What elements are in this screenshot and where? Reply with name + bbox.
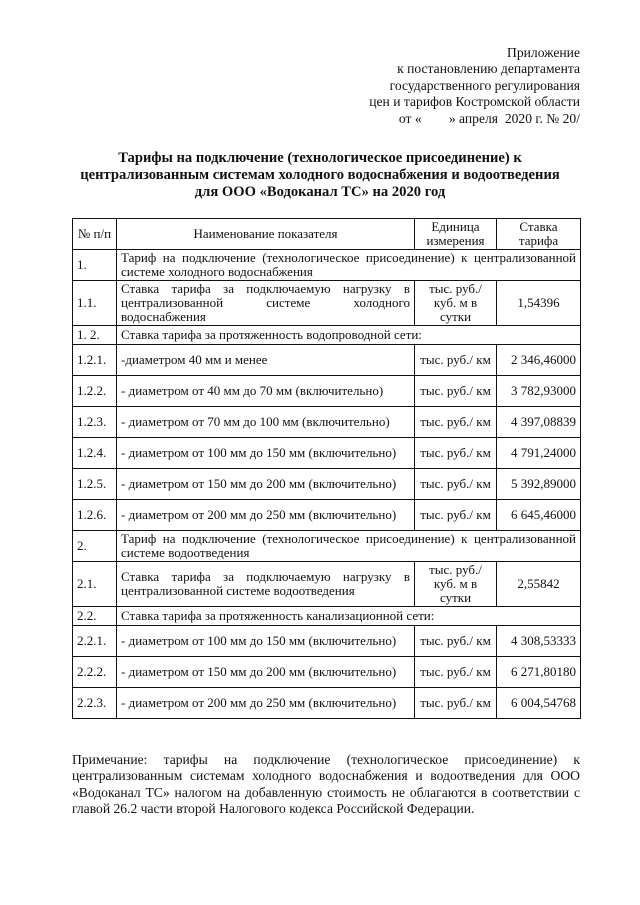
table-row	[73, 688, 581, 719]
table-row	[73, 326, 581, 345]
header-num: № п/п	[73, 219, 117, 250]
row-rate: 6 271,80180	[497, 657, 581, 688]
row-num: 2.2.1.	[73, 626, 117, 657]
row-unit: тыс. руб./ км	[415, 500, 497, 531]
note-paragraph: Примечание: тарифы на подключение (технологическое присоединение) к централизованным системам холодного водоснабжения и водоотведения для ООО «Водоканал ТС» налогом на добавленную стоимость не облагаются в соответствии с главой 26.2 части второй Налогового кодекса Российской Федерации.	[72, 752, 580, 817]
table-row	[73, 281, 581, 326]
row-name: Ставка тарифа за протяженность водопроводной сети:	[117, 326, 581, 345]
row-name: Тариф на подключение (технологическое присоединение) к централизованной системе холодного водоснабжения	[117, 250, 581, 281]
row-rate: 5 392,89000	[497, 469, 581, 500]
row-rate: 6 645,46000	[497, 500, 581, 531]
appendix-line: от « » апреля 2020 г. № 20/	[398, 110, 580, 126]
row-rate: 4 397,08839	[497, 407, 581, 438]
row-num: 1.2.4.	[73, 438, 117, 469]
title-line: централизованным системам холодного водоснабжения и водоотведения	[80, 167, 560, 183]
table-row	[73, 626, 581, 657]
row-unit: тыс. руб./ км	[415, 438, 497, 469]
row-name: - диаметром от 150 мм до 200 мм (включительно)	[117, 469, 415, 500]
appendix-line: Приложение	[507, 45, 580, 60]
row-num: 2.2.	[73, 607, 117, 626]
row-num: 1.2.6.	[73, 500, 117, 531]
row-name: Ставка тарифа за подключаемую нагрузку в централизованной системе холодного водоснабжения	[117, 281, 415, 326]
appendix-line: цен и тарифов Костромской области	[369, 94, 580, 110]
row-rate: 6 004,54768	[497, 688, 581, 719]
row-name: Ставка тарифа за протяженность канализационной сети:	[117, 607, 581, 626]
table-row	[73, 407, 581, 438]
row-rate: 2 346,46000	[497, 345, 581, 376]
table-row	[73, 657, 581, 688]
appendix-line: государственного регулирования	[389, 77, 580, 93]
table-row	[73, 562, 581, 607]
row-unit: тыс. руб./ куб. м в сутки	[415, 562, 497, 607]
row-unit: тыс. руб./ км	[415, 657, 497, 688]
row-name: - диаметром от 100 мм до 150 мм (включительно)	[117, 438, 415, 469]
table-row	[73, 345, 581, 376]
row-unit: тыс. руб./ км	[415, 345, 497, 376]
row-num: 1.2.5.	[73, 469, 117, 500]
row-num: 1.1.	[73, 281, 117, 326]
table-row	[73, 607, 581, 626]
table-row	[73, 250, 581, 281]
row-name: Ставка тарифа за подключаемую нагрузку в централизованной системе водоотведения	[117, 562, 415, 607]
appendix-line: к постановлению департамента	[397, 61, 580, 77]
row-unit: тыс. руб./ км	[415, 469, 497, 500]
row-name: - диаметром от 70 мм до 100 мм (включительно)	[117, 407, 415, 438]
title-line: Тарифы на подключение (технологическое присоединение) к	[118, 150, 522, 166]
row-name: - диаметром от 100 мм до 150 мм (включительно)	[117, 626, 415, 657]
row-name: Тариф на подключение (технологическое присоединение) к централизованной системе водоотведения	[117, 531, 581, 562]
row-num: 1.	[73, 250, 117, 281]
row-num: 2.2.2.	[73, 657, 117, 688]
header-name: Наименование показателя	[117, 219, 415, 250]
row-unit: тыс. руб./ км	[415, 626, 497, 657]
row-num: 1. 2.	[73, 326, 117, 345]
row-num: 2.	[73, 531, 117, 562]
row-unit: тыс. руб./ км	[415, 407, 497, 438]
row-num: 1.2.2.	[73, 376, 117, 407]
row-rate: 4 791,24000	[497, 438, 581, 469]
row-num: 1.2.1.	[73, 345, 117, 376]
tariffs-table	[72, 218, 581, 719]
row-name: - диаметром от 150 мм до 200 мм (включительно)	[117, 657, 415, 688]
row-name: - диаметром от 200 мм до 250 мм (включительно)	[117, 688, 415, 719]
row-rate: 2,55842	[497, 562, 581, 607]
table-row	[73, 438, 581, 469]
row-rate: 1,54396	[497, 281, 581, 326]
title-line: для ООО «Водоканал ТС» на 2020 год	[194, 184, 446, 200]
table-row	[73, 469, 581, 500]
row-unit: тыс. руб./ км	[415, 376, 497, 407]
row-unit: тыс. руб./ куб. м в сутки	[415, 281, 497, 326]
row-num: 1.2.3.	[73, 407, 117, 438]
row-rate: 4 308,53333	[497, 626, 581, 657]
row-unit: тыс. руб./ км	[415, 688, 497, 719]
row-num: 2.2.3.	[73, 688, 117, 719]
row-name: -диаметром 40 мм и менее	[117, 345, 415, 376]
appendix-block	[369, 45, 580, 127]
row-name: - диаметром от 40 мм до 70 мм (включительно)	[117, 376, 415, 407]
table-row	[73, 500, 581, 531]
row-name: - диаметром от 200 мм до 250 мм (включительно)	[117, 500, 415, 531]
row-rate: 3 782,93000	[497, 376, 581, 407]
table-row	[73, 376, 581, 407]
table-header-row	[73, 219, 581, 250]
header-rate: Ставка тарифа	[497, 219, 581, 250]
table-row	[73, 531, 581, 562]
header-unit: Единица измерения	[415, 219, 497, 250]
row-num: 2.1.	[73, 562, 117, 607]
document-title	[60, 150, 580, 201]
